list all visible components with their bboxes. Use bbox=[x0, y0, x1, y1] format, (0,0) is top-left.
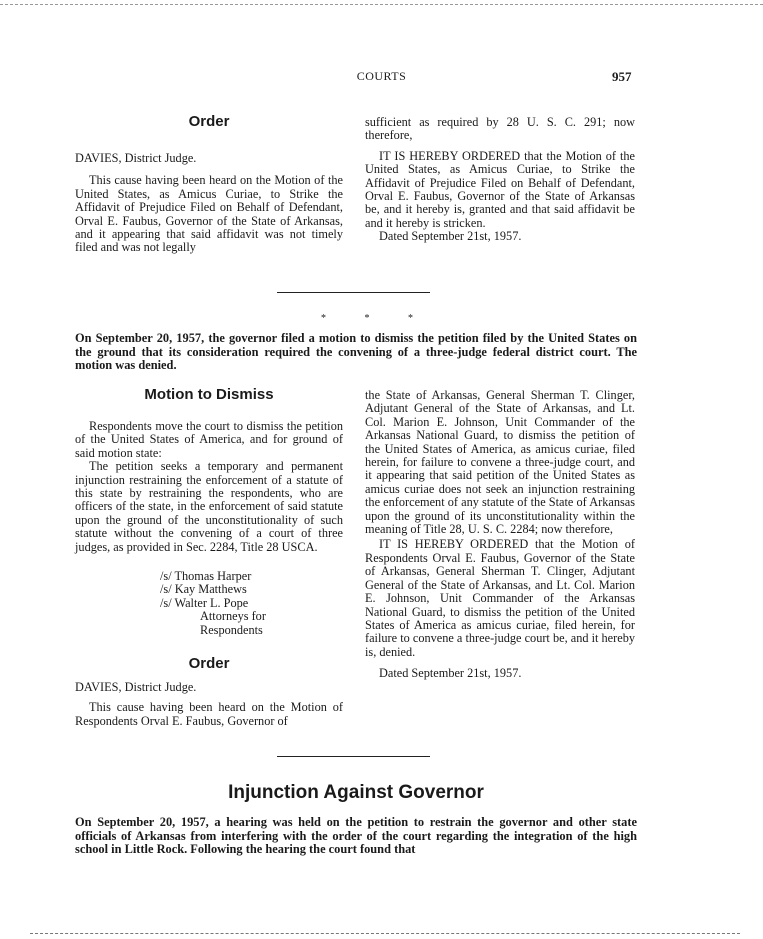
motion-title: Motion to Dismiss bbox=[144, 386, 274, 403]
order2-judge: DAVIES, District Judge. bbox=[75, 680, 197, 694]
signature-2: /s/ Kay Matthews bbox=[160, 582, 247, 597]
order1-dated: Dated September 21st, 1957. bbox=[379, 229, 522, 244]
order1-para2: IT IS HEREBY ORDERED that the Motion of the United States, as Amicus Curiae, to Strike the Affidavit of Prejudice Filed on Behalf of Defendant, Orval E. Faubus, Governor of the State of Arkansas be, and it hereby is, granted and that said affidavit be and it hereby is stricken. bbox=[365, 148, 635, 230]
signature-3: /s/ Walter L. Pope bbox=[160, 595, 249, 610]
motion-summary: On September 20, 1957, the governor filed a motion to dismiss the petition filed by the United States on the ground that its consideration required the convening of a three-judge federal district court. The motion was denied. bbox=[75, 331, 637, 372]
injunction-title: Injunction Against Governor bbox=[228, 782, 484, 803]
order1-para1: This cause having been heard on the Motion of the United States, as Amicus Curiae, to Strike the Affidavit of Prejudice Filed on Behalf of Defendant, Orval E. Faubus, Governor of the State of Arkansas, and it appearing that said affidavit was not timely filed and was not legally bbox=[75, 173, 343, 255]
page-number: 957 bbox=[612, 69, 632, 84]
order2-para2: IT IS HEREBY ORDERED that the Motion of Respondents Orval E. Faubus, Governor of the State of Arkansas, General Sherman T. Clinger, Adjutant General of the State of Arkansas, and Lt. Col. Marion E. Johnson, Unit Commander of the Arkansas National Guard, to dismiss the petition of the United States of America as amicus curiae, filed herein, for failure to convene a three-judge court be, and it hereby is, denied. bbox=[365, 537, 635, 659]
order2-para1-cont: the State of Arkansas, General Sherman T. Clinger, Adjutant General of the State of Arkansas, and Lt. Col. Marion E. Johnson, Unit Commander of the Arkansas National Guard, to dismiss the petition of the United States of America, as amicus curiae, filed herein, for failure to convene a three-judge court, and it appearing that said petition of the United States as amicus curiae does not seek an injunction restraining the enforcement of any statute of the State of Arkansas upon the ground of its unconstitutionality within the meaning of Title 28, U. S. C. 2284; now therefore, bbox=[365, 388, 635, 537]
running-head: COURTS bbox=[356, 69, 407, 83]
order1-para1-cont: sufficient as required by 28 U. S. C. 291; now therefore, bbox=[365, 115, 635, 143]
motion-para2: The petition seeks a temporary and permanent injunction restraining the enforcement of a statute of this state by restraining the respondents, who are officers of the state, in the enforcement of said statute upon the ground of the unconstitutionality of such statute without the convening of a court of three judges, as provided in Sec. 2284, Title 28 USCA. bbox=[75, 459, 343, 554]
top-border bbox=[0, 4, 763, 5]
order1-judge: DAVIES, District Judge. bbox=[75, 151, 197, 165]
order2-dated: Dated September 21st, 1957. bbox=[379, 666, 522, 681]
order1-title: Order bbox=[188, 113, 230, 130]
signature-role-2: Respondents bbox=[200, 622, 263, 637]
signature-role-1: Attorneys for bbox=[200, 609, 266, 624]
order1-left-column bbox=[75, 152, 343, 255]
motion-para1: Respondents move the court to dismiss the petition of the United States of America, and for ground of said motion state: bbox=[75, 419, 343, 460]
order2-para1: This cause having been heard on the Motion of Respondents Orval E. Faubus, Governor of bbox=[75, 700, 343, 728]
section-stars: * * * bbox=[321, 313, 431, 324]
section-rule bbox=[277, 292, 430, 293]
injunction-summary: On September 20, 1957, a hearing was held on the petition to restrain the governor and other state officials of Arkansas from interfering with the order of the court regarding the integration of the high school in Little Rock. Following the hearing the court found that bbox=[75, 815, 637, 856]
order2-left-column bbox=[75, 681, 343, 728]
section-rule-2 bbox=[277, 756, 430, 757]
order2-right-column bbox=[365, 389, 635, 681]
order2-title: Order bbox=[188, 655, 230, 672]
bottom-border bbox=[30, 933, 740, 934]
order1-right-column bbox=[365, 116, 635, 244]
signature-1: /s/ Thomas Harper bbox=[160, 569, 252, 583]
signature-block bbox=[160, 570, 266, 637]
motion-left-column bbox=[75, 420, 343, 554]
